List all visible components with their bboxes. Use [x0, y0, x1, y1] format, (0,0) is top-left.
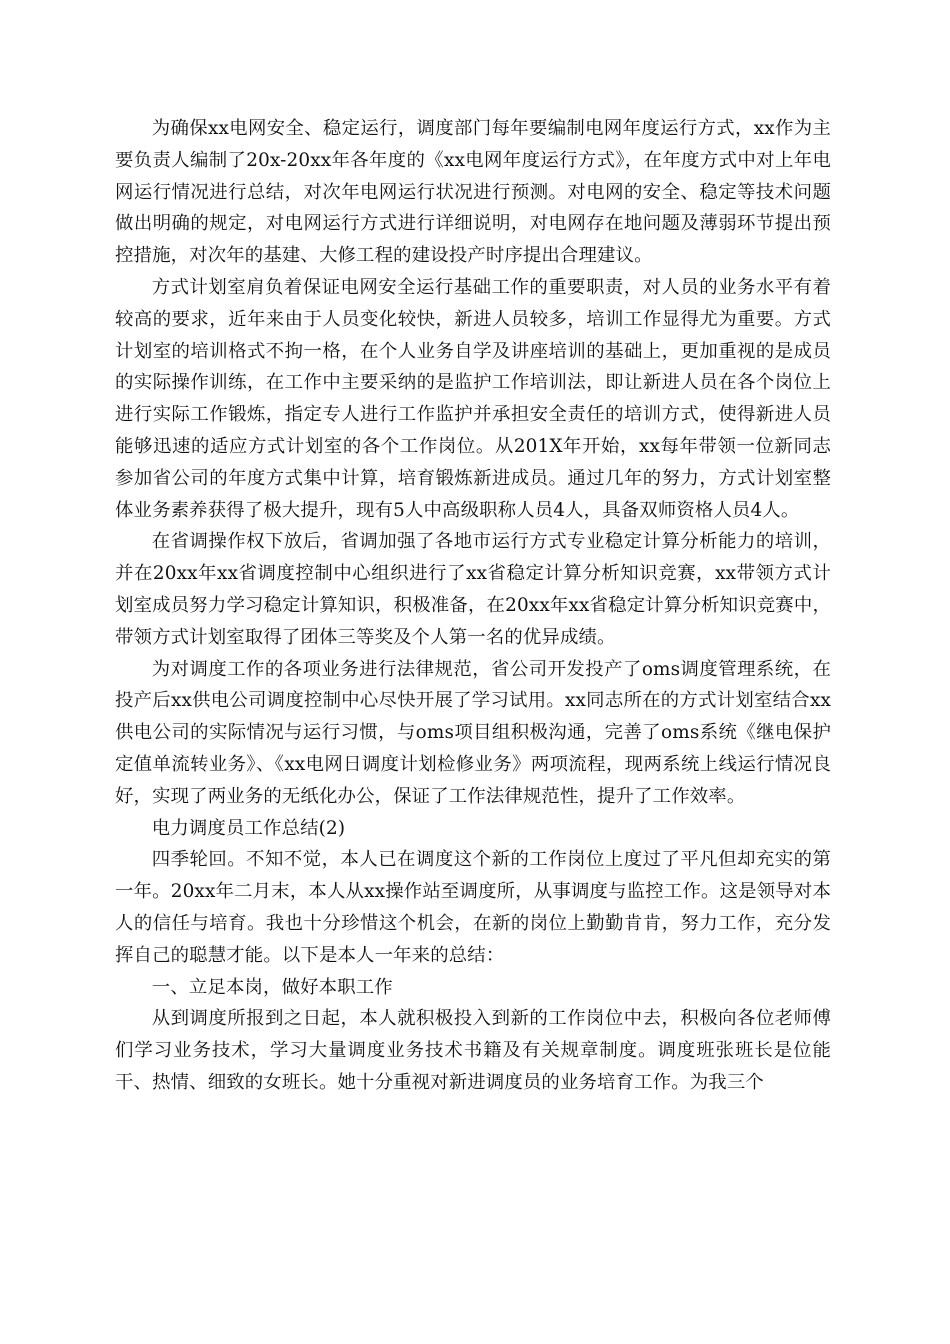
paragraph-training-work: 方式计划室肩负着保证电网安全运行基础工作的重要职责，对人员的业务水平有着较高的要求，近年来由于人员变化较快，新进人员较多，培训工作显得尤为重要。方式计划室的培训格式不拘一格，在个人业务自学及讲座培训的基础上，更加重视的是成员的实际操作训练，在工作中主要采纳的是监护工作培训法，即让新进人员在各个岗位上进行实际工作锻炼，指定专人进行工作监护并承担安全责任的培训方式，使得新进人员能够迅速的适应方式计划室的各个工作岗位。从201X年开始，xx每年带领一位新同志参加省公司的年度方式集中计算，培育锻炼新进成员。通过几年的努力，方式计划室整体业务素养获得了极大提升，现有5人中高级职称人员4人，具备双师资格人员4人。	[115, 276, 831, 521]
section-heading-one: 一、立足本岗，做好本职工作	[151, 976, 393, 998]
paragraph-annual-operation-mode: 为确保xx电网安全、稳定运行，调度部门每年要编制电网年度运行方式，xx作为主要负责人编制了20x-20xx年各年度的《xx电网年度运行方式》，在年度方式中对上年电网运行情况进行总结，对次年电网运行状况进行预测。对电网的安全、稳定等技术问题做出明确的规定，对电网运行方式进行详细说明，对电网存在地问题及薄弱环节提出预控措施，对次年的基建、大修工程的建设投产时序提出合理建议。	[115, 118, 831, 267]
paragraph-oms-system: 为对调度工作的各项业务进行法律规范，省公司开发投产了oms调度管理系统，在投产后xx供电公司调度控制中心尽快开展了学习试用。xx同志所在的方式计划室结合xx供电公司的实际情况与运行习惯，与oms项目组积极沟通，完善了oms系统《继电保护定值单流转业务》、《xx电网日调度计划检修业务》两项流程，现两系统上线运行情况良好，实现了两业务的无纸化办公，保证了工作法律规范性，提升了工作效率。	[115, 658, 831, 807]
section-title-summary-2: 电力调度员工作总结(2)	[151, 817, 346, 839]
paragraph-learning: 从到调度所报到之日起，本人就积极投入到新的工作岗位中去，积极向各位老师傅们学习业务技术，学习大量调度业务技术书籍及有关规章制度。调度班张班长是位能干、热情、细致的女班长。她十分重视对新进调度员的业务培育工作。为我三个	[115, 1008, 831, 1093]
document-body	[115, 113, 831, 1099]
paragraph-first-year: 四季轮回。不知不觉，本人已在调度这个新的工作岗位上度过了平凡但却充实的第一年。20xx年二月末，本人从xx操作站至调度所，从事调度与监控工作。这是领导对本人的信任与培育。我也十分珍惜这个机会，在新的岗位上勤勤肯肯，努力工作，充分发挥自己的聪慧才能。以下是本人一年来的总结：	[115, 849, 831, 966]
paragraph-stability-competition: 在省调操作权下放后，省调加强了各地市运行方式专业稳定计算分析能力的培训，并在20xx年xx省调度控制中心组织进行了xx省稳定计算分析知识竞赛，xx带领方式计划室成员努力学习稳定计算知识，积极准备，在20xx年xx省稳定计算分析知识竞赛中，带领方式计划室取得了团体三等奖及个人第一名的优异成绩。	[115, 531, 831, 648]
